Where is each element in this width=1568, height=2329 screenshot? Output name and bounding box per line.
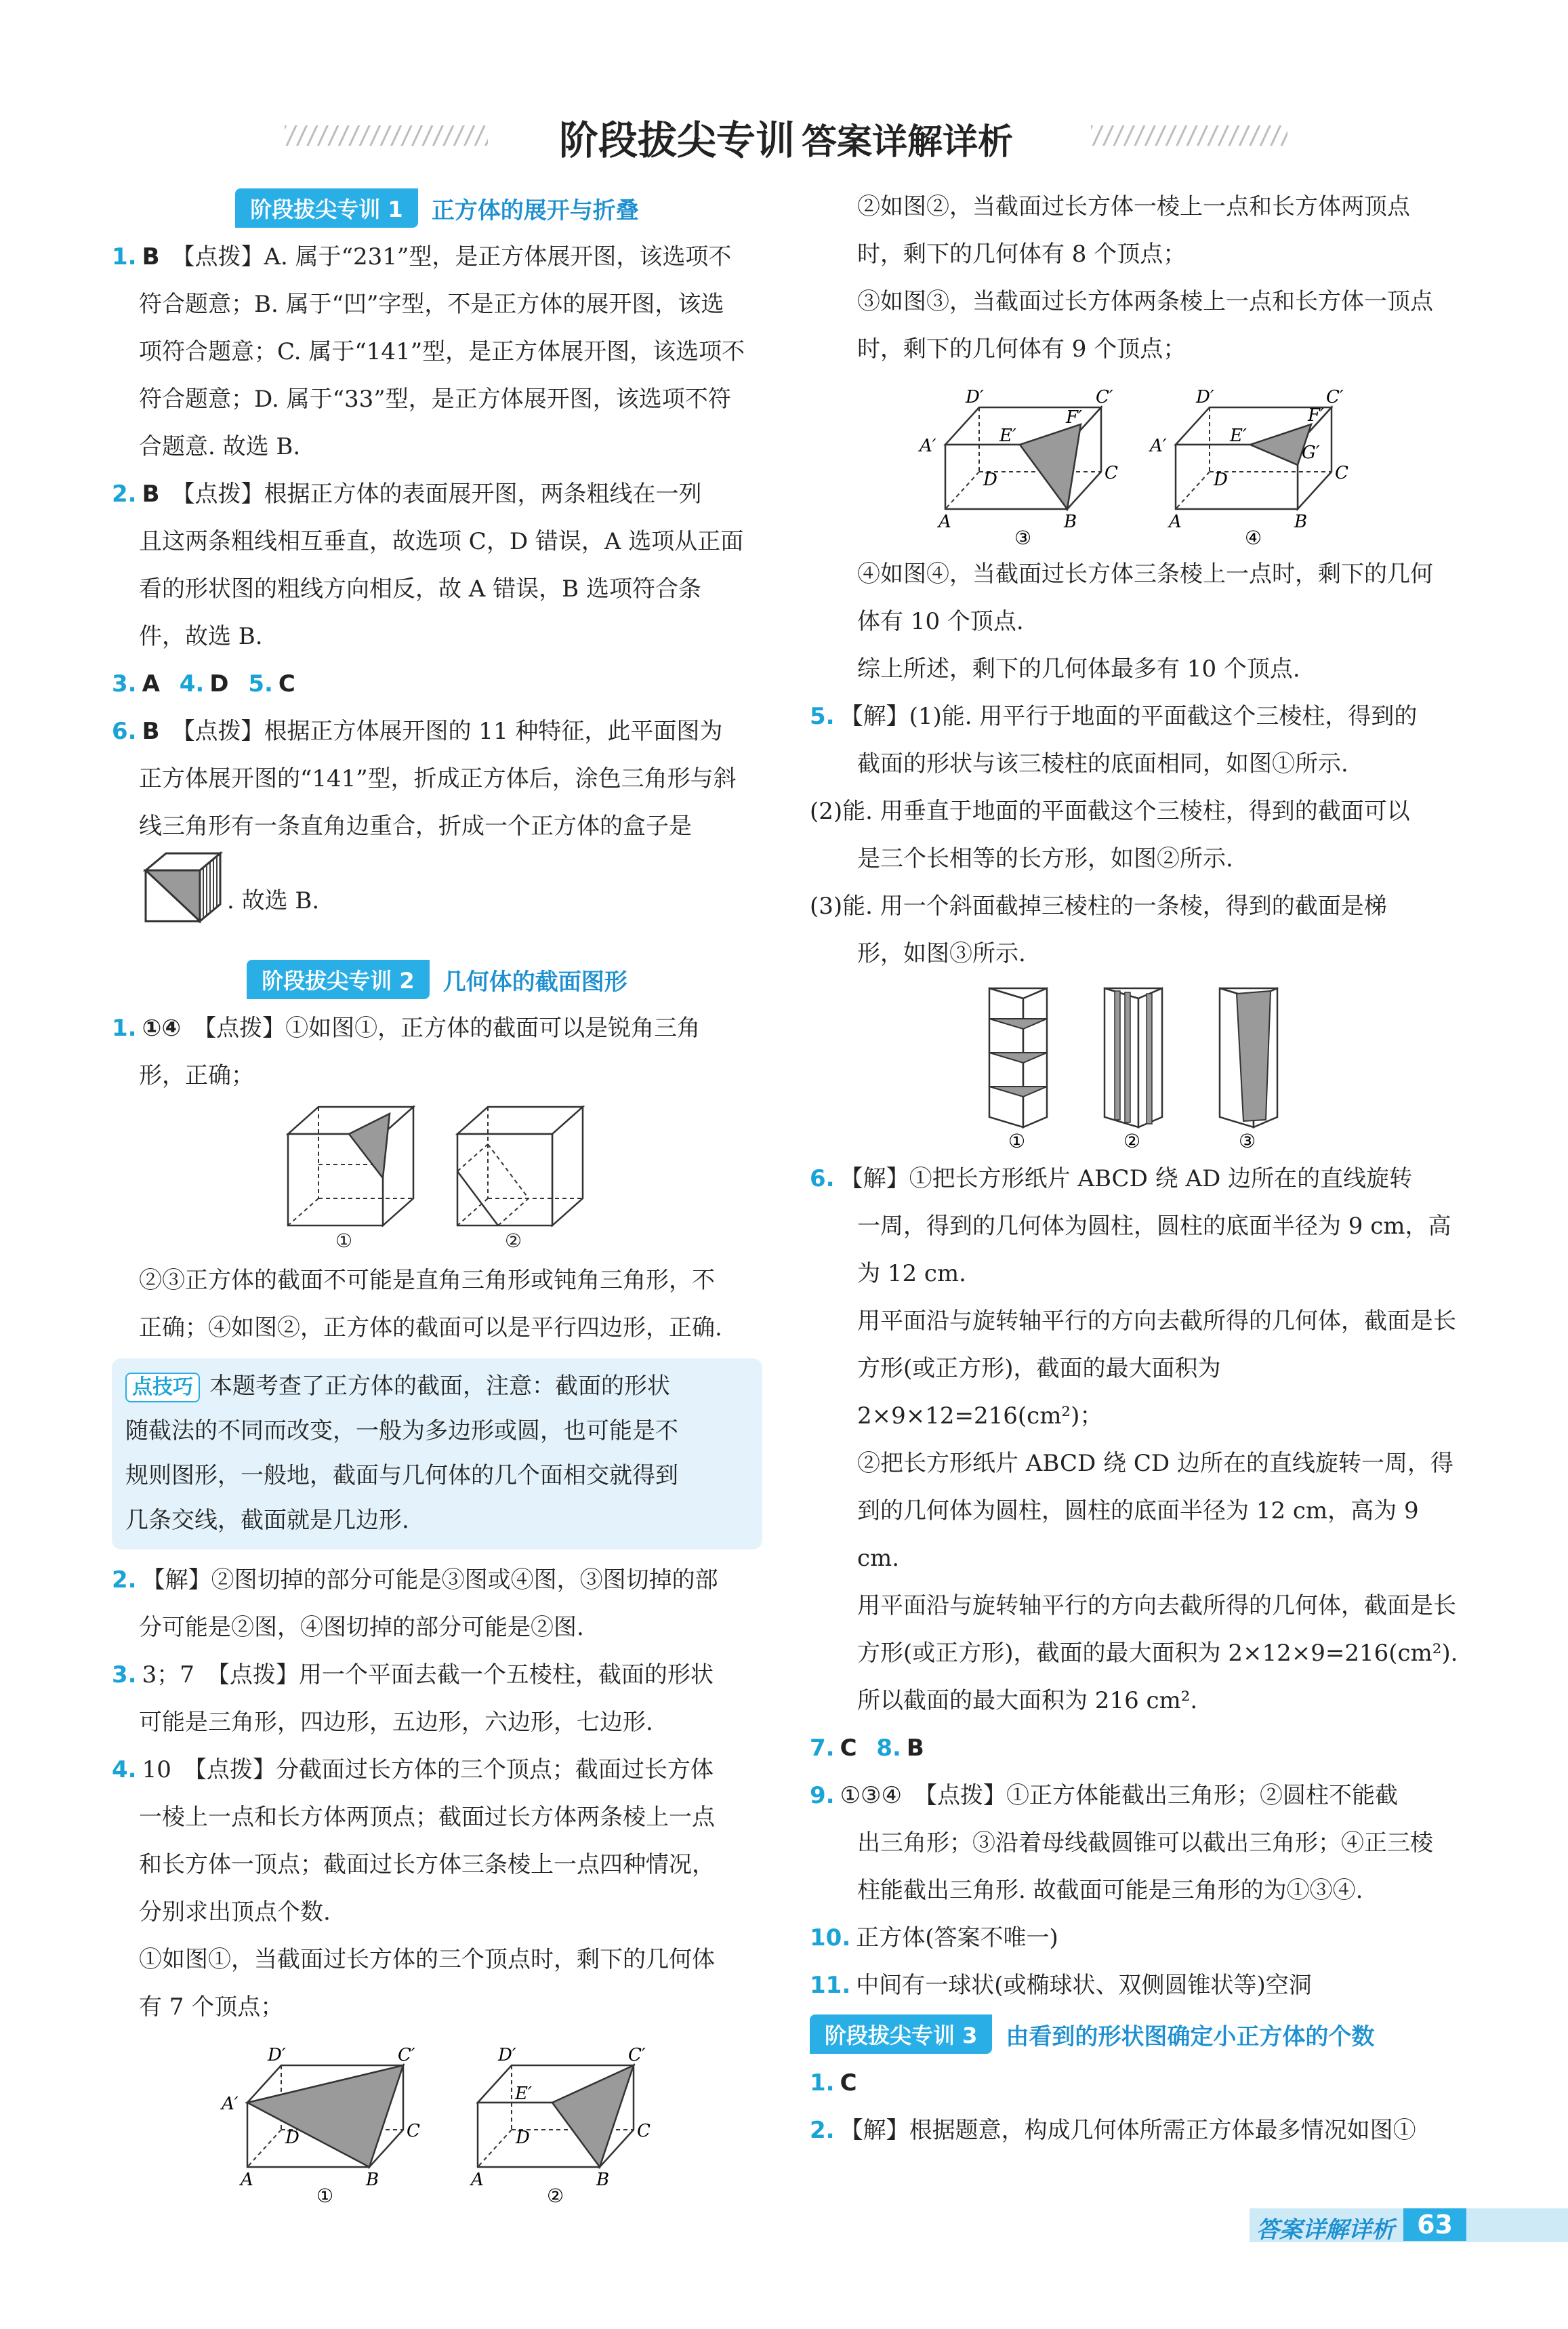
section-3-header — [810, 2014, 1460, 2054]
line: 形，正确； — [139, 1062, 254, 1089]
title-main: 阶段拔尖专训 — [558, 117, 795, 163]
s2-q6 — [810, 1155, 1460, 1724]
s2-q11 — [810, 1962, 1460, 2009]
box-figure-1 — [220, 2035, 424, 2204]
line: ②把长方形纸片 ABCD 绕 CD 边所在的直线旋转一周，得 — [857, 1450, 1453, 1477]
vertex-label: D — [516, 2128, 530, 2148]
left-column — [112, 183, 762, 2208]
vertex-label: B — [1294, 512, 1308, 532]
fig-caption: ① — [316, 2185, 334, 2204]
line: 符合题意；D. 属于“33”型，是正方体展开图，该选项不符 — [139, 386, 731, 413]
vertex-label: E′ — [1230, 426, 1247, 446]
cube-section-figures — [112, 1103, 762, 1253]
s1-q345 — [112, 660, 762, 708]
line: 可能是三角形，四边形，五边形，六边形，七边形. — [139, 1709, 653, 1736]
q-num: 4. — [112, 1756, 137, 1783]
vertex-label: C′ — [1096, 387, 1113, 407]
line: ④如图④，当截面过长方体三条棱上一点时，剩下的几何 — [857, 561, 1433, 588]
line: ②如图②，当截面过长方体一棱上一点和长方体两顶点 — [857, 193, 1410, 220]
q-num: 1. — [112, 1015, 137, 1042]
q-answer: 10 — [142, 1756, 171, 1783]
q-answer: C — [840, 2069, 857, 2097]
folded-cube-figure — [139, 850, 227, 954]
vertex-label: B — [596, 2170, 610, 2190]
line: 【点拨】分截面过长方体的三个顶点；截面过长方体 — [183, 1756, 714, 1783]
vertex-label: A — [241, 2170, 253, 2190]
line: 规则图形，一般地，截面与几何体的几个面相交就得到 — [125, 1462, 678, 1489]
line: 项符合题意；C. 属于“141”型，是正方体展开图，该选项不 — [139, 338, 745, 365]
line: 符合题意；B. 属于“凹”字型，不是正方体的展开图，该选 — [139, 291, 724, 318]
line: 本题考查了正方体的截面，注意：截面的形状 — [209, 1373, 670, 1400]
prism-figures — [810, 981, 1460, 1151]
q-num: 6. — [810, 1165, 835, 1192]
line: (3)能. 用一个斜面截掉三棱柱的一条棱，得到的截面是梯 — [810, 893, 1387, 920]
q-num: 6. — [112, 718, 137, 745]
line: 柱能截出三角形. 故截面可能是三角形的为①③④. — [857, 1877, 1363, 1904]
line: 【点拨】①正方体能截出三角形；②圆柱不能截 — [914, 1782, 1399, 1809]
q-answer: B — [906, 1735, 924, 1762]
vertex-label: C′ — [628, 2045, 646, 2065]
vertex-label: A — [938, 512, 951, 532]
vertex-label: D — [285, 2128, 300, 2148]
page-title — [501, 108, 1071, 165]
section-1-tag: 阶段拔尖专训 1 — [235, 188, 417, 228]
prism-figure-3 — [1213, 981, 1287, 1151]
q-answer: B — [142, 718, 160, 745]
line: 截面的形状与该三棱柱的底面相同，如图①所示. — [857, 750, 1348, 777]
vertex-label: A′ — [222, 2094, 239, 2114]
line: 【点拨】A. 属于“231”型，是正方体展开图，该选项不 — [171, 243, 732, 270]
vertex-label: C — [1335, 463, 1348, 483]
prism-figure-2 — [1098, 981, 1172, 1151]
line: . 故选 B. — [227, 887, 320, 914]
q-num: 2. — [810, 2117, 835, 2144]
line: 线三角形有一条直角边重合，折成一个正方体的盒子是 — [139, 813, 692, 840]
box-figures-1-2 — [112, 2035, 762, 2204]
line: ①如图①，当截面过长方体的三个顶点时，剩下的几何体 — [139, 1946, 715, 1973]
line: 用平面沿与旋转轴平行的方向去截所得的几何体，截面是长 — [857, 1308, 1456, 1335]
fig-caption: ② — [1123, 1130, 1141, 1151]
q-num: 3. — [112, 670, 137, 697]
line: ②③正方体的截面不可能是直角三角形或钝角三角形，不 — [139, 1267, 715, 1294]
header-hatch-left — [285, 125, 488, 146]
line: 时，剩下的几何体有 8 个顶点； — [857, 241, 1187, 268]
line: 是三个长相等的长方形，如图②所示. — [857, 845, 1233, 872]
vertex-label: F′ — [1308, 405, 1324, 426]
vertex-label: D — [983, 470, 997, 490]
line: 看的形状图的粗线方向相反，故 A 错误，B 选项符合条 — [139, 575, 701, 603]
q-num: 3. — [112, 1661, 137, 1688]
s2-q3 — [112, 1651, 762, 1746]
line: 时，剩下的几何体有 9 个顶点； — [857, 336, 1187, 363]
line: 中间有一球状(或椭球状、双侧圆锥状等)空洞 — [856, 1972, 1312, 1999]
line: 分别求出顶点个数. — [139, 1899, 331, 1926]
s2-q78 — [810, 1724, 1460, 1772]
cube-figure-2 — [451, 1103, 593, 1253]
line: 且这两条粗线相互垂直，故选项 C，D 错误，A 选项从正面 — [139, 528, 744, 555]
box-figure-3 — [918, 377, 1121, 546]
section-1-header — [112, 188, 762, 228]
q-num: 1. — [810, 2069, 835, 2097]
q-answer: D — [209, 670, 229, 697]
line: 【解】②图切掉的部分可能是③图或④图，③图切掉的部 — [142, 1566, 718, 1594]
vertex-label: E′ — [515, 2084, 532, 2104]
line: 分可能是②图，④图切掉的部分可能是②图. — [139, 1614, 584, 1641]
vertex-label: B — [1064, 512, 1077, 532]
q-answer: B — [142, 243, 160, 270]
section-2-header — [112, 960, 762, 999]
title-sub: 答案详解详析 — [802, 122, 1014, 163]
s2-q10 — [810, 1914, 1460, 1962]
cube-answer-line — [112, 850, 762, 954]
right-column — [810, 183, 1460, 2154]
s1-q2 — [112, 470, 762, 660]
box-figure-4 — [1149, 377, 1352, 546]
vertex-label: D′ — [498, 2045, 516, 2065]
q-num: 10. — [810, 1924, 851, 1951]
line: 方形(或正方形)，截面的最大面积为 2×12×9=216(cm²). — [857, 1640, 1458, 1667]
tip-box — [112, 1358, 762, 1550]
vertex-label: D′ — [268, 2045, 286, 2065]
line: 【解】根据题意，构成几何体所需正方体最多情况如图① — [840, 2117, 1416, 2144]
fig-caption: ④ — [1245, 527, 1262, 546]
q-answer: ①④ — [142, 1015, 182, 1042]
section-2-title: 几何体的截面图形 — [442, 968, 627, 996]
line: 为 12 cm. — [857, 1260, 966, 1287]
q-num: 2. — [112, 1566, 137, 1594]
vertex-label: A′ — [1150, 436, 1167, 456]
line: 【点拨】根据正方体的表面展开图，两条粗线在一列 — [171, 481, 702, 508]
section-2-tag: 阶段拔尖专训 2 — [247, 960, 429, 999]
vertex-label: E′ — [999, 426, 1016, 446]
line: 有 7 个顶点； — [139, 1993, 284, 2021]
vertex-label: A′ — [920, 436, 936, 456]
line: 所以截面的最大面积为 216 cm². — [857, 1687, 1198, 1714]
fig-caption: ③ — [1239, 1130, 1256, 1151]
line: 件，故选 B. — [139, 623, 263, 650]
vertex-label: D′ — [1196, 387, 1214, 407]
vertex-label: A — [471, 2170, 484, 2190]
line: 一棱上一点和长方体两顶点；截面过长方体两条棱上一点 — [139, 1804, 715, 1831]
fig-caption: ③ — [1014, 527, 1032, 546]
line: 合题意. 故选 B. — [139, 433, 301, 460]
vertex-label: C — [637, 2121, 651, 2141]
q-answer: B — [142, 481, 160, 508]
q-answer: A — [142, 670, 160, 697]
q-num: 5. — [248, 670, 273, 697]
line: 正方体(答案不唯一) — [856, 1924, 1058, 1951]
footer-label: 答案详解详析 — [1256, 2216, 1395, 2244]
page-number: 63 — [1403, 2208, 1466, 2241]
s2-q5 — [810, 693, 1460, 1151]
line: 用平面沿与旋转轴平行的方向去截所得的几何体，截面是长 — [857, 1592, 1456, 1619]
line: 【点拨】①如图①，正方体的截面可以是锐角三角 — [193, 1015, 701, 1042]
footer — [1250, 2208, 1568, 2242]
q-answer: C — [278, 670, 295, 697]
s3-q2 — [810, 2107, 1460, 2154]
vertex-label: D′ — [966, 387, 984, 407]
vertex-label: C — [407, 2121, 420, 2141]
q-num: 2. — [112, 481, 137, 508]
line: 【解】①把长方形纸片 ABCD 绕 AD 边所在的直线旋转 — [840, 1165, 1413, 1192]
q-num: 9. — [810, 1782, 835, 1809]
q-num: 7. — [810, 1735, 835, 1762]
box-figure-2 — [451, 2035, 654, 2204]
vertex-label: B — [366, 2170, 379, 2190]
line: 综上所述，剩下的几何体最多有 10 个顶点. — [857, 655, 1300, 683]
fig-caption: ② — [547, 2185, 564, 2204]
vertex-label: C′ — [1326, 387, 1344, 407]
prism-figure-1 — [983, 981, 1057, 1151]
line: 【点拨】根据正方体展开图的 11 种特征，此平面图为 — [171, 718, 723, 745]
line: (2)能. 用垂直于地面的平面截这个三棱柱，得到的截面可以 — [810, 798, 1410, 825]
q-answer: ①③④ — [840, 1782, 903, 1809]
s2-q9 — [810, 1772, 1460, 1914]
section-3-title: 由看到的形状图确定小正方体的个数 — [1006, 2023, 1375, 2050]
line: 方形(或正方形)，截面的最大面积为 2×9×12=216(cm²)； — [857, 1355, 1221, 1430]
cube-figure-1 — [281, 1103, 424, 1253]
vertex-label: C — [1105, 463, 1118, 483]
vertex-label: G′ — [1302, 443, 1320, 463]
fig-caption: ① — [335, 1230, 353, 1252]
q-num: 8. — [876, 1735, 901, 1762]
line: ③如图③，当截面过长方体两条棱上一点和长方体一顶点 — [857, 288, 1433, 315]
line: 随截法的不同而改变，一般为多边形或圆，也可能是不 — [125, 1417, 678, 1444]
s2-q4 — [112, 1746, 762, 2204]
q-num: 11. — [810, 1972, 851, 1999]
s1-q1 — [112, 233, 762, 470]
vertex-label: C′ — [398, 2045, 415, 2065]
s3-q1 — [810, 2059, 1460, 2107]
line: 和长方体一顶点；截面过长方体三条棱上一点四种情况， — [139, 1851, 715, 1878]
line: 正方体展开图的“141”型，折成正方体后，涂色三角形与斜 — [139, 765, 737, 792]
s2-q2 — [112, 1556, 762, 1651]
vertex-label: F′ — [1066, 407, 1082, 428]
vertex-label: A — [1169, 512, 1182, 532]
line: 出三角形；③沿着母线截圆锥可以截出三角形；④正三棱 — [857, 1829, 1433, 1857]
header-hatch-right — [1091, 125, 1287, 146]
line: 【点拨】用一个平面去截一个五棱柱，截面的形状 — [206, 1661, 714, 1688]
tip-label: 点技巧 — [125, 1373, 200, 1402]
q-answer: C — [840, 1735, 857, 1762]
line: 体有 10 个顶点. — [857, 608, 1024, 635]
line: 几条交线，截面就是几边形. — [125, 1507, 409, 1534]
line: 形，如图③所示. — [857, 940, 1026, 967]
q-num: 5. — [810, 703, 835, 730]
q-num: 4. — [179, 670, 205, 697]
line: 【解】(1)能. 用平行于地面的平面截这个三棱柱，得到的 — [840, 703, 1418, 730]
fig-caption: ① — [1008, 1130, 1026, 1151]
line: 一周，得到的几何体为圆柱，圆柱的底面半径为 9 cm，高 — [857, 1213, 1451, 1240]
line: 到的几何体为圆柱，圆柱的底面半径为 12 cm，高为 9 cm. — [857, 1497, 1419, 1572]
section-3-tag: 阶段拔尖专训 3 — [810, 2014, 992, 2054]
s2-q1 — [112, 1005, 762, 1352]
q-answer: 3；7 — [142, 1661, 194, 1688]
q-num: 1. — [112, 243, 137, 270]
s1-q6 — [112, 708, 762, 954]
vertex-label: D — [1214, 470, 1228, 490]
fig-caption: ② — [505, 1230, 522, 1252]
box-figures-3-4 — [810, 377, 1460, 546]
line: 正确；④如图②，正方体的截面可以是平行四边形，正确. — [139, 1314, 722, 1341]
section-1-title: 正方体的展开与折叠 — [431, 197, 639, 224]
